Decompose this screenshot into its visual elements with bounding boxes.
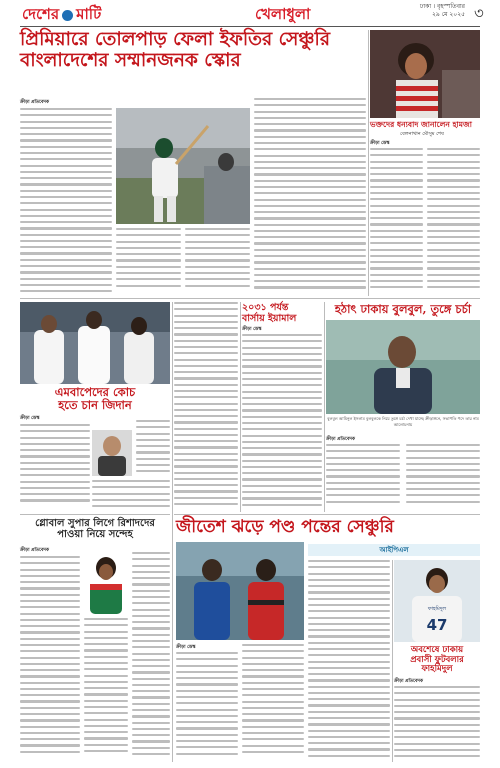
mbappe-headline-line-1: এমবাপেদের কোচ: [54, 385, 136, 399]
logo-word-2: মাটি: [76, 5, 102, 23]
barca-byline: ক্রীড়া ডেস্ক: [242, 327, 262, 332]
lead-body-column-1: [20, 108, 112, 294]
hamza-byline: ক্রীড়া ডেস্ক: [370, 141, 390, 146]
ipl-byline: ক্রীড়া ডেস্ক: [176, 645, 196, 650]
page-number: ৩: [474, 4, 484, 22]
ipl-label: আইপিএল: [308, 544, 480, 556]
fahmidul-headline-line-2: প্রবাসী ফুটবলার: [410, 654, 464, 665]
fahmidul-image: [394, 560, 480, 642]
shupar-headline: [20, 518, 170, 540]
date-line-1: ঢাকা । বৃহস্পতিবার: [419, 3, 465, 10]
globe-icon: [62, 10, 73, 21]
lead-headline-line-1: প্রিমিয়ারে তোলপাড় ফেলা ইফতির সেঞ্চুরি: [20, 29, 330, 50]
jersey-number: 47: [426, 616, 448, 634]
shupar-body-column-2: [84, 618, 128, 762]
fahmidul-headline: [394, 646, 480, 675]
jersey-name: ফাহমিদুল: [427, 606, 447, 612]
hamza-subline: বেলনাথান মৌসুম শেষ: [400, 131, 444, 137]
ipl-body-column-3: [308, 560, 390, 762]
hamza-body-column-2: [427, 148, 480, 294]
mbappe-byline: ক্রীড়া ডেস্ক: [20, 416, 40, 421]
rishad-image: [84, 552, 128, 614]
shupar-byline: ক্রীড়া প্রতিবেদক: [20, 548, 49, 553]
paper-section-logo: [22, 3, 101, 28]
barca-headline-line-1: ২০৩১ পর্যন্ত: [242, 302, 289, 313]
fahmidul-byline: ক্রীড়া প্রতিবেদক: [394, 679, 423, 684]
bulbul-photo: [326, 320, 480, 414]
hamza-image: [370, 30, 480, 118]
mbappe-headline-line-2: হতে চান জিদান: [58, 397, 132, 412]
lead-byline: ক্রীড়া প্রতিবেদক: [20, 100, 49, 105]
shupar-body-column-1: [20, 556, 80, 762]
barca-headline-line-2: বার্সায় ইয়ামাল: [242, 312, 297, 324]
shupar-headline-line-2: পাওয়া নিয়ে সন্দেহ: [57, 529, 133, 541]
barca-body: [242, 334, 322, 510]
mbappe-body-column-2: [92, 480, 170, 510]
masthead-rule: [20, 26, 480, 27]
hamza-headline: ভক্তদের ধন্যবাদ জানালেন হামজা: [370, 120, 472, 129]
mbappe-headline: [22, 386, 168, 412]
mbappe-body-column-3: [136, 420, 170, 478]
rishad-photo: [84, 552, 128, 614]
shupar-body-column-3: [132, 552, 170, 762]
issue-date: [395, 3, 465, 19]
hamza-body-column-1: [370, 148, 423, 294]
masthead: [0, 0, 500, 26]
bulbul-caption: বুলবুল আমিনুল ইসলাম বুলবুলকে নিয়ে তুঙ্গে চর্চা দেখা যাচ্ছে ক্রীড়াঙ্গনে, সভাপতি পদে তার নাম আলোচনায়: [327, 416, 479, 427]
barca-headline: [242, 303, 322, 324]
lead-continuation-column: [174, 302, 238, 510]
bulbul-body-column-1: [326, 444, 400, 510]
bulbul-byline: ক্রীড়া প্রতিবেদক: [326, 437, 355, 442]
section-title: খেলাধুলা: [255, 5, 311, 23]
lead-body-column-2: [116, 228, 181, 294]
fahmidul-photo: [394, 560, 480, 642]
fahmidul-headline-line-3: ফাহমিদুল: [421, 664, 453, 675]
lead-headline-line-2: বাংলাদেশের সম্মানজনক স্কোর: [20, 49, 241, 71]
logo-word-1: দেশের: [22, 5, 60, 23]
bulbul-image: [326, 320, 480, 414]
zidane-image: [92, 430, 132, 476]
bulbul-body-column-2: [406, 444, 480, 510]
fahmidul-body: [394, 686, 480, 762]
lead-body-column-4: [254, 98, 366, 294]
ipl-photo: [176, 542, 304, 640]
mbappe-body-column-1: [20, 424, 90, 510]
ipl-body-column-1: [176, 652, 238, 762]
ipl-body-column-2: [242, 644, 304, 762]
ipl-headline: জীতেশ ঝড়ে পণ্ড পন্তের সেঞ্চুরি: [176, 517, 394, 537]
batsman-image: [116, 108, 250, 224]
lead-body-column-3: [185, 228, 250, 294]
players-image: [20, 302, 170, 384]
zidane-photo: [92, 430, 132, 476]
lead-cricket-photo: [116, 108, 250, 224]
lead-headline: [20, 30, 366, 71]
bulbul-headline: হঠাৎ ঢাকায় বুলবুল, তুঙ্গে চর্চা: [334, 302, 472, 316]
hamza-photo: [370, 30, 480, 118]
shupar-headline-line-1: গ্লোবাল সুপার লিগে রিশাদদের: [35, 518, 155, 529]
fahmidul-headline-line-1: অবশেষে ঢাকায়: [410, 645, 464, 655]
real-madrid-photo: [20, 302, 170, 384]
date-line-2: ২৯ মে ২০২৫: [432, 11, 465, 18]
ipl-players-image: [176, 542, 304, 640]
